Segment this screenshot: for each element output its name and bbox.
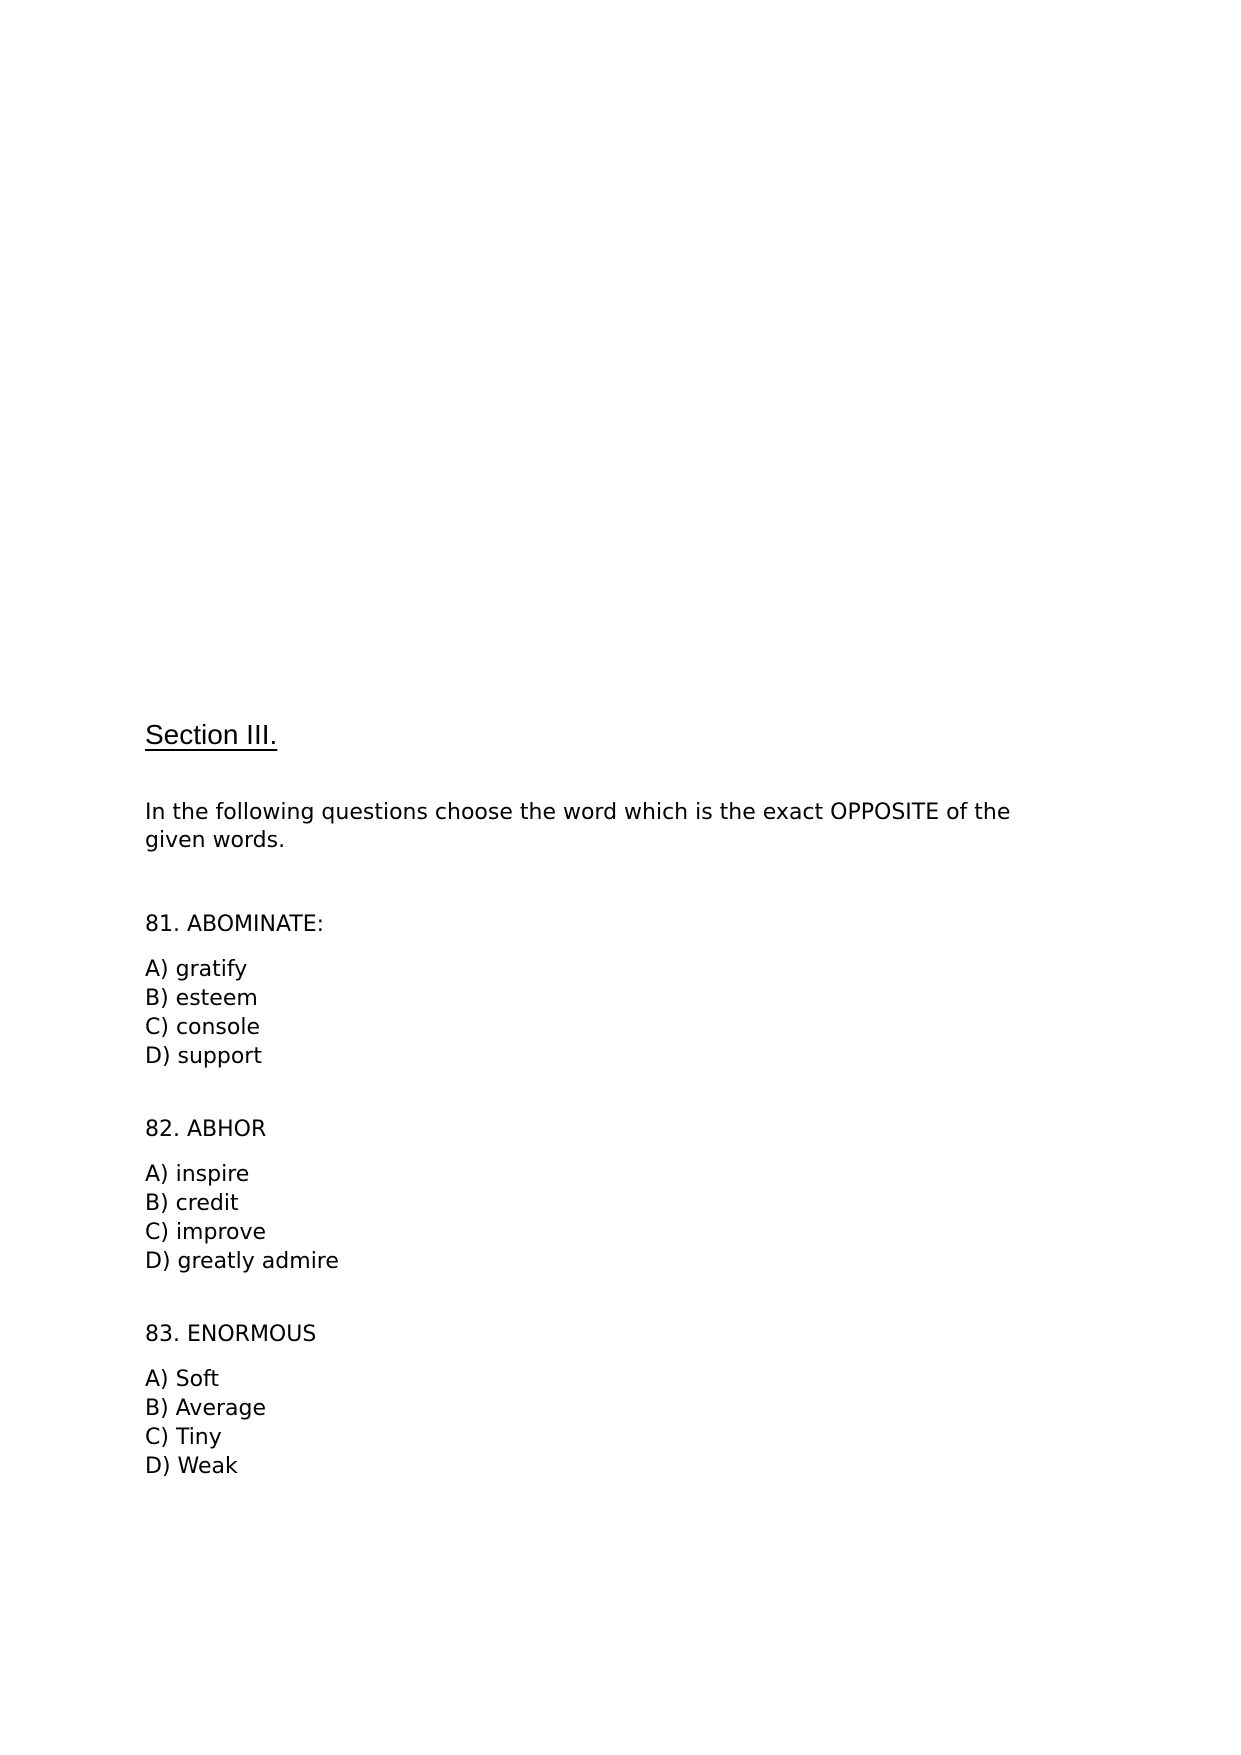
option-d: D) support [145,1044,262,1069]
question-81 [145,910,1105,1071]
question-stem: 81. ABOMINATE: [145,912,325,937]
options-list [145,1160,1105,1276]
section-title: Section III. [145,719,278,750]
question-stem: 82. ABHOR [145,1117,267,1142]
option-b: B) Average [145,1396,267,1421]
option-c: C) Tiny [145,1425,222,1450]
option-c: C) improve [145,1220,267,1245]
option-d: D) greatly admire [145,1249,339,1274]
option-a: A) Soft [145,1367,220,1392]
option-a: A) gratify [145,957,248,982]
option-a: A) inspire [145,1162,250,1187]
option-d: D) Weak [145,1454,238,1479]
question-stem: 83. ENORMOUS [145,1322,317,1347]
question-83 [145,1320,1105,1481]
page-content [145,717,1105,1481]
option-c: C) console [145,1015,261,1040]
options-list [145,1365,1105,1481]
options-list [145,955,1105,1071]
question-82 [145,1115,1105,1276]
instructions-text: In the following questions choose the word which is the exact OPPOSITE of the given words. [145,800,1011,853]
option-b: B) credit [145,1191,239,1216]
option-b: B) esteem [145,986,258,1011]
